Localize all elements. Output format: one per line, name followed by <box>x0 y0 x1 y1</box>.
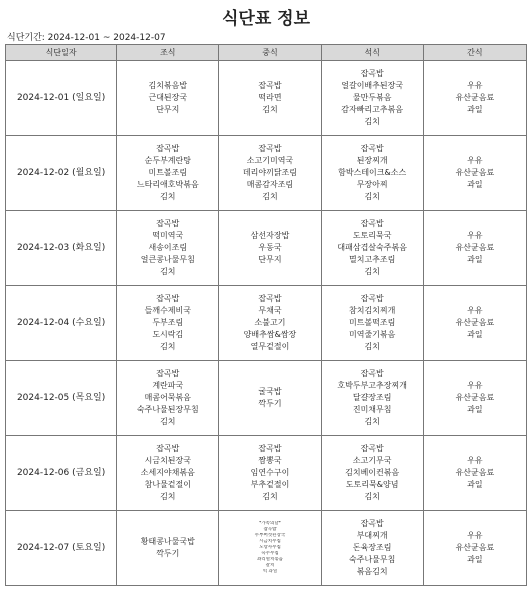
menu-item: 대패삼겹살숙주볶음 <box>337 243 407 252</box>
menu-item: 김치 <box>160 492 176 501</box>
menu-item: 양배추쌈&쌈장 <box>243 330 297 339</box>
menu-item: 멸치고추조림 <box>348 255 396 264</box>
header-snack: 간식 <box>423 45 526 61</box>
menu-item: 얼갈이배추된장국 <box>341 81 404 90</box>
menu-item: 꽈리멸치볶음 <box>256 557 284 562</box>
menu-item: 김치베이컨볶음 <box>345 468 400 477</box>
breakfast-cell <box>117 511 219 586</box>
menu-item: 우유 <box>467 381 483 390</box>
menu-item: 과일 <box>467 330 483 339</box>
menu-item: 유산균음료 <box>455 468 495 477</box>
menu-item: 우동국 <box>258 243 282 252</box>
table-row <box>6 61 527 136</box>
menu-item: 부추겉절이 <box>250 480 290 489</box>
menu-item: 우유 <box>467 156 483 165</box>
menu-item: 무장아찌 <box>356 180 388 189</box>
menu-item: 근대된장국 <box>148 93 188 102</box>
breakfast-cell <box>117 136 219 211</box>
menu-item: 김치 <box>364 417 380 426</box>
menu-item: 매콤어묵볶음 <box>144 393 191 402</box>
date-cell: 2024-12-04 (수요일) <box>6 286 117 361</box>
table-body <box>6 61 527 586</box>
menu-item: 우유 <box>467 81 483 90</box>
date-cell: 2024-12-07 (토요일) <box>6 511 117 586</box>
lunch-cell <box>219 286 321 361</box>
date-cell: 2024-12-06 (금요일) <box>6 436 117 511</box>
menu-item: 잡곡밥 <box>156 444 180 453</box>
menu-item: 과일 <box>467 480 483 489</box>
menu-item: 소고기미역국 <box>246 156 294 165</box>
menu-item: 잡곡밥 <box>156 144 180 153</box>
menu-item: 참치김치찌개 <box>348 306 396 315</box>
header-dinner: 석식 <box>321 45 423 61</box>
dinner-cell <box>321 286 423 361</box>
menu-item: 잡곡밥 <box>156 294 180 303</box>
menu-item: 잡곡밥 <box>360 369 384 378</box>
menu-item: 김치 <box>160 267 176 276</box>
menu-item: 굴국밥 <box>258 387 282 396</box>
menu-item: 유산균음료 <box>455 93 495 102</box>
menu-item: 달걀장조림 <box>352 393 392 402</box>
menu-item: 참나물겉절이 <box>144 480 191 489</box>
date-cell: 2024-12-05 (목요일) <box>6 361 117 436</box>
menu-item: 깍두기 <box>156 549 180 558</box>
menu-item: 돈육장조림 <box>352 543 392 552</box>
menu-item: 호박두부고추장찌개 <box>337 381 407 390</box>
menu-item: 열무겉절이 <box>250 342 290 351</box>
menu-item: 얼큰콩나물무침 <box>140 255 195 264</box>
date-cell: 2024-12-02 (월요일) <box>6 136 117 211</box>
menu-item: 과일 <box>467 255 483 264</box>
menu-item: 도시락김 <box>152 330 184 339</box>
menu-item: 김치 <box>262 105 278 114</box>
menu-item: 물만두볶음 <box>352 93 392 102</box>
lunch-cell <box>219 436 321 511</box>
menu-item: 노랑사무침 <box>259 545 281 550</box>
menu-item: 잡곡밥 <box>360 519 384 528</box>
menu-item: 김치 <box>364 117 380 126</box>
snack-cell <box>423 211 526 286</box>
menu-item: 데리야끼닭조림 <box>242 168 298 177</box>
menu-item: 김치 <box>262 492 278 501</box>
dinner-cell <box>321 361 423 436</box>
dinner-cell <box>321 61 423 136</box>
menu-item: 숙주나물무침 <box>348 555 396 564</box>
menu-item: 잡곡밥 <box>360 294 384 303</box>
dinner-cell <box>321 211 423 286</box>
menu-item: 우유 <box>467 456 483 465</box>
menu-item: 김치 <box>262 192 278 201</box>
meal-table <box>5 44 527 586</box>
breakfast-cell <box>117 286 219 361</box>
table-row <box>6 211 527 286</box>
menu-item: 김치 <box>364 492 380 501</box>
table-row <box>6 436 527 511</box>
menu-item: 잡곡밥 <box>360 444 384 453</box>
menu-item: 소고기무국 <box>352 456 392 465</box>
menu-item: 미트볼떡조림 <box>348 318 396 327</box>
menu-item: 순두부계란탕 <box>144 156 191 165</box>
menu-item: 잡곡밥 <box>360 69 384 78</box>
dinner-cell <box>321 136 423 211</box>
menu-item: 갈치 <box>265 563 275 568</box>
lunch-cell <box>219 361 321 436</box>
menu-item: 우유 <box>467 531 483 540</box>
menu-item: 매콤감자조림 <box>246 180 294 189</box>
menu-item: 김치 <box>364 267 380 276</box>
menu-item: 김치 <box>364 342 380 351</box>
breakfast-cell <box>117 211 219 286</box>
menu-item: 숙주나물된장무침 <box>136 405 199 414</box>
menu-item: 우유 <box>467 231 483 240</box>
menu-item: 된장찌개 <box>356 156 388 165</box>
period-text: 식단기간: 2024-12-01 ~ 2024-12-07 <box>7 33 166 43</box>
menu-item: 과일 <box>467 180 483 189</box>
menu-item: 두부조림 <box>152 318 184 327</box>
menu-item: 함박스테이크&소스 <box>338 168 407 177</box>
snack-cell <box>423 511 526 586</box>
menu-item: 과일 <box>467 405 483 414</box>
menu-item: 잡곡밥 <box>258 294 282 303</box>
menu-item: 김치 <box>364 192 380 201</box>
menu-item: 도토리묵국 <box>352 231 392 240</box>
menu-item: 유산균음료 <box>455 168 495 177</box>
menu-item: 김치 <box>160 417 176 426</box>
menu-item: 황태콩나물국밥 <box>140 537 195 546</box>
menu-item: 느타리애호박볶음 <box>136 180 199 189</box>
dinner-cell <box>321 511 423 586</box>
menu-item: 깍두기 <box>258 399 282 408</box>
menu-item: 삼선자장밥 <box>250 231 290 240</box>
menu-item: 잡곡밥 <box>156 369 180 378</box>
header-lunch: 중식 <box>219 45 321 61</box>
lunch-cell <box>219 211 321 286</box>
menu-item: 떡라면 <box>258 93 282 102</box>
menu-item: 잡곡밥 <box>258 144 282 153</box>
menu-item: 미트볼조림 <box>148 168 188 177</box>
menu-item: 잡곡밥 <box>360 219 384 228</box>
menu-item: *가족의날* <box>259 521 281 526</box>
lunch-cell <box>219 136 321 211</box>
lunch-cell <box>219 511 321 586</box>
table-row <box>6 286 527 361</box>
menu-item: 시금치무침 <box>259 539 281 544</box>
menu-item: 김치 <box>160 192 176 201</box>
menu-item: 김치볶음밥 <box>148 81 188 90</box>
header-date: 식단일자 <box>6 45 117 61</box>
menu-item: 감자빠리고추볶음 <box>341 105 404 114</box>
menu-item: 임연수구이 <box>250 468 290 477</box>
menu-item: 떡미역국 <box>152 231 184 240</box>
menu-item: 잡곡밥 <box>258 444 282 453</box>
menu-item: 잡곡밥 <box>263 527 277 532</box>
menu-item: 과일 <box>467 555 483 564</box>
menu-item: 시금치된장국 <box>144 456 191 465</box>
menu-item: 과일 <box>467 105 483 114</box>
header-breakfast: 조식 <box>117 45 219 61</box>
dinner-cell <box>321 436 423 511</box>
menu-item: 부대찌개 <box>356 531 388 540</box>
menu-item: 단무지 <box>156 105 180 114</box>
snack-cell <box>423 436 526 511</box>
menu-item: 잡곡밥 <box>360 144 384 153</box>
menu-item: 짬뽕국 <box>258 456 282 465</box>
page-title: 식단표 정보 <box>221 9 311 29</box>
breakfast-cell <box>117 436 219 511</box>
breakfast-cell <box>117 61 219 136</box>
menu-item: 숙주무침 <box>261 551 279 556</box>
menu-item: 김치 <box>160 342 176 351</box>
snack-cell <box>423 61 526 136</box>
snack-cell <box>423 361 526 436</box>
table-row <box>6 136 527 211</box>
menu-item: 우유 <box>467 306 483 315</box>
menu-item: 유산균음료 <box>455 393 495 402</box>
table-row <box>6 361 527 436</box>
menu-item: 무채국 <box>258 306 282 315</box>
menu-item: 유산균음료 <box>455 318 495 327</box>
snack-cell <box>423 136 526 211</box>
menu-item: 계란파국 <box>152 381 184 390</box>
menu-item: 잡곡밥 <box>156 219 180 228</box>
date-cell: 2024-12-01 (일요일) <box>6 61 117 136</box>
menu-item: 소불고기 <box>254 318 286 327</box>
menu-item: 잡곡밥 <box>258 81 282 90</box>
menu-item: 단무지 <box>258 255 282 264</box>
menu-item: 유산균음료 <box>455 243 495 252</box>
menu-item: 진미채무침 <box>352 405 392 414</box>
menu-item: 소세지야채볶음 <box>140 468 195 477</box>
table-header-row <box>6 45 527 61</box>
menu-item: 도토리묵&양념 <box>345 480 399 489</box>
menu-item: 들깨수제비국 <box>144 306 191 315</box>
menu-item: 볶음김치 <box>356 567 388 576</box>
breakfast-cell <box>117 361 219 436</box>
menu-item: 떡 과일 <box>262 569 278 574</box>
table-row <box>6 511 527 586</box>
menu-item: 유산균음료 <box>455 543 495 552</box>
snack-cell <box>423 286 526 361</box>
lunch-cell <box>219 61 321 136</box>
date-cell: 2024-12-03 (화요일) <box>6 211 117 286</box>
menu-item: 새송이조림 <box>148 243 188 252</box>
menu-item: 두부버섯된장국 <box>254 533 286 538</box>
menu-item: 미역줄기볶음 <box>348 330 396 339</box>
